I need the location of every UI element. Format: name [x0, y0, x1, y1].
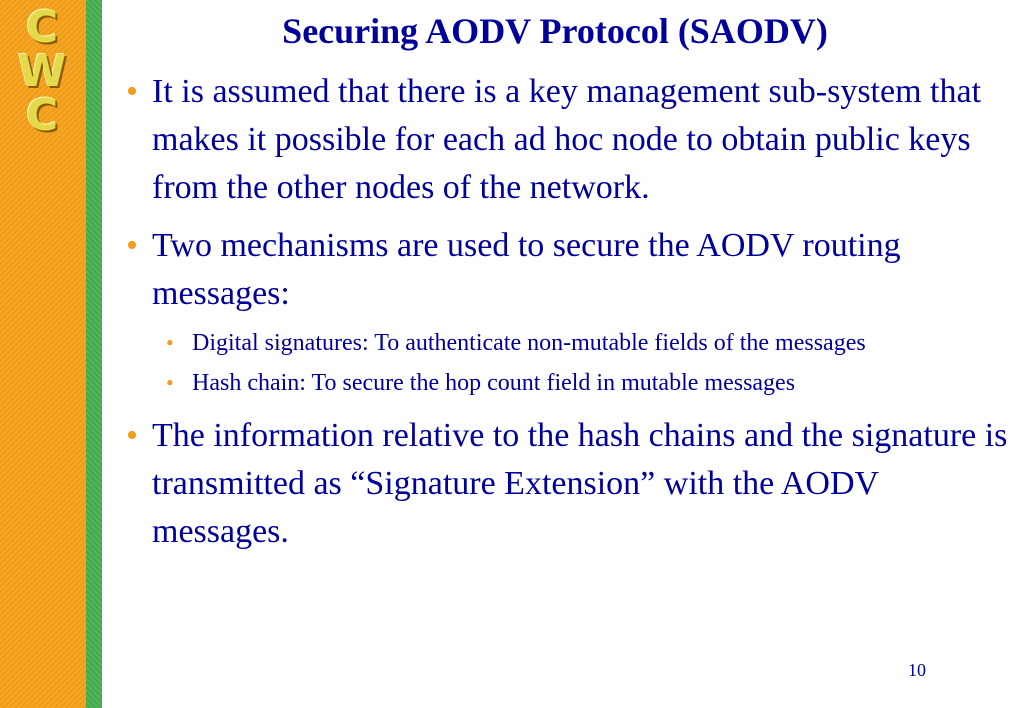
- logo-letter-c-bottom: C: [25, 90, 59, 141]
- bullet-marker: •: [126, 417, 138, 454]
- bullet-item-signature-extension: [112, 412, 1012, 556]
- subbullet-item-digital-signatures: [152, 324, 1012, 362]
- subbullet-text: Hash chain: To secure the hop count field in mutable messages: [192, 370, 796, 396]
- logo-letter-c-top: C: [25, 2, 59, 53]
- bullet-text: It is assumed that there is a key management sub-system that makes it possible for each ad hoc node to obtain public keys from the other nodes of the network.: [152, 73, 982, 206]
- bullet-item-key-management: [112, 68, 1012, 212]
- bullet-text: Two mechanisms are used to secure the AODV routing messages:: [152, 227, 901, 312]
- cwc-logo: [12, 2, 72, 141]
- logo-letter-w: W: [17, 46, 67, 97]
- page-number: 10: [908, 660, 926, 680]
- subbullet-text: Digital signatures: To authenticate non-mutable fields of the messages: [192, 330, 866, 356]
- bullet-list: [112, 68, 1012, 556]
- bullet-text: The information relative to the hash chains and the signature is transmitted as “Signature Extension” with the AODV messages.: [152, 417, 1008, 550]
- bullet-item-mechanisms: [112, 222, 1012, 402]
- subbullet-marker: •: [166, 330, 174, 355]
- sidebar-green-stripe: [86, 0, 102, 708]
- bullet-marker: •: [126, 73, 138, 110]
- slide-content: [112, 68, 1012, 566]
- bullet-marker: •: [126, 227, 138, 264]
- subbullet-list: [152, 324, 1012, 402]
- subbullet-item-hash-chain: [152, 364, 1012, 402]
- slide-title: Securing AODV Protocol (SAODV): [282, 11, 828, 51]
- subbullet-marker: •: [166, 370, 174, 395]
